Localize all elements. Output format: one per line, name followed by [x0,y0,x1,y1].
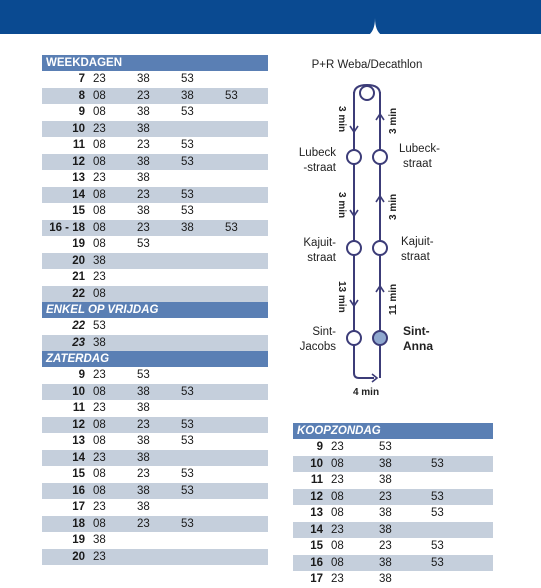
empty-cell [133,335,177,352]
stop-lubeckstraat-right-icon [373,150,387,164]
minute-cell: 23 [133,220,177,237]
empty-cell [221,367,268,384]
minute-cell [221,253,268,270]
stop-label-right: straat [401,251,430,263]
minute-cell: 23 [93,73,106,85]
minute-cell [133,286,177,303]
minute-cell: 38 [89,335,133,352]
minute-cell: 08 [89,154,133,171]
empty-cell [221,450,268,467]
table-row [42,88,268,105]
minute-cell [221,187,268,204]
table-row [42,170,268,187]
section-title: ZATERDAG [42,351,268,367]
minute-cell [177,269,221,286]
minute-cell [221,170,268,187]
stop-label-left: Sint- [312,326,336,338]
minute-cell: 38 [89,253,133,270]
minute-cell [133,549,177,566]
hour-cell: 8 [42,88,89,105]
stop-sint-anna-icon [373,331,387,345]
minute-cell: 23 [89,450,133,467]
hour-cell: 23 [42,335,89,352]
minute-cell: 38 [375,456,427,473]
minute-cell [221,286,268,303]
hour-cell: 11 [72,139,85,151]
minute-cell: 53 [221,220,268,237]
minute-cell: 08 [331,507,344,519]
minute-cell: 53 [181,73,194,85]
section-title: KOOPZONDAG [293,423,493,439]
minute-cell: 38 [137,435,150,447]
stop-label-left: Kajuit- [303,237,336,249]
table-row [42,269,268,286]
minute-cell [177,549,221,566]
minute-cell: 53 [221,88,268,105]
section-header [42,351,268,367]
stop-label-right: Sint- [403,324,430,338]
table-row [42,318,268,335]
empty-cell [221,335,268,352]
minute-cell: 53 [177,384,221,401]
stop-label-left: -straat [303,162,336,174]
table-row [293,472,493,489]
minute-cell: 38 [137,205,150,217]
hour-cell: 22 [72,320,85,332]
travel-time-left: 3 min [336,106,347,133]
hour-cell: 16 [293,555,327,572]
minute-cell: 53 [137,369,150,381]
stop-label-left: straat [307,252,336,264]
hour-cell: 20 [42,253,89,270]
minute-cell: 08 [89,187,133,204]
minute-cell [427,439,493,456]
minute-cell: 38 [375,555,427,572]
stop-kajuitstraat-right-icon [373,241,387,255]
minute-cell [221,236,268,253]
table-row [42,483,268,500]
table-row [42,335,268,352]
table-row [293,522,493,539]
table-row [42,121,268,138]
minute-cell: 38 [379,573,392,585]
empty-cell [133,318,177,335]
minute-cell: 23 [375,489,427,506]
minute-cell: 53 [181,435,194,447]
table-row [42,516,268,533]
minute-cell [177,121,221,138]
minute-cell: 53 [427,555,493,572]
travel-time-right: 3 min [388,193,399,220]
empty-cell [221,433,268,450]
stop-label-left: Lubeck [298,147,336,159]
minute-cell: 38 [133,154,177,171]
minute-cell: 23 [133,417,177,434]
minute-cell: 53 [181,106,194,118]
hour-cell: 11 [310,474,323,486]
table-row [42,154,268,171]
empty-cell [177,335,221,352]
minute-cell: 53 [181,139,194,151]
hour-cell: 21 [72,271,85,283]
travel-time-left: 3 min [336,192,347,219]
section-header [42,302,268,318]
empty-cell [221,417,268,434]
minute-cell: 08 [89,384,133,401]
hour-cell: 15 [72,468,85,480]
minute-cell: 53 [137,238,150,250]
table-row [42,367,268,384]
travel-time-right: 11 min [388,283,399,315]
minute-cell: 23 [327,522,375,539]
minute-cell: 38 [137,73,150,85]
hour-cell: 13 [310,507,323,519]
minute-cell: 23 [93,271,106,283]
minute-cell: 38 [133,384,177,401]
hour-cell: 14 [42,450,89,467]
minute-cell: 23 [331,441,344,453]
minute-cell: 53 [177,417,221,434]
minute-cell: 08 [93,238,106,250]
table-row [293,439,493,456]
stop-label-right: Lubeck- [399,143,440,155]
minute-cell: 23 [89,121,133,138]
hour-cell: 20 [42,549,89,566]
minute-cell: 53 [177,187,221,204]
table-row [42,532,268,549]
table-row [42,400,268,417]
table-row [42,187,268,204]
minute-cell [221,104,268,121]
section-header [293,423,493,439]
minute-cell: 23 [93,369,106,381]
minute-cell [177,400,221,417]
schedule-koopzondag [293,423,493,588]
minute-cell: 38 [379,507,392,519]
minute-cell: 23 [93,172,106,184]
minute-cell: 23 [93,501,106,513]
minute-cell: 08 [89,516,133,533]
hour-cell: 9 [78,106,85,118]
hour-cell: 22 [42,286,89,303]
table-row [293,456,493,473]
hour-cell: 16 - 18 [42,220,89,237]
table-row [293,555,493,572]
minute-cell: 23 [331,474,344,486]
hour-cell: 11 [72,402,85,414]
hour-cell: 10 [42,384,89,401]
table-row [293,571,493,588]
minute-cell: 23 [89,549,133,566]
minute-cell: 53 [177,483,221,500]
table-row [42,253,268,270]
table-row [293,505,493,522]
minute-cell: 53 [181,205,194,217]
hour-cell: 15 [310,540,323,552]
minute-cell: 38 [177,88,221,105]
table-row [42,549,268,566]
minute-cell: 38 [133,450,177,467]
hour-cell: 9 [78,369,85,381]
hour-cell: 16 [42,483,89,500]
empty-cell [221,483,268,500]
hour-cell: 10 [293,456,327,473]
table-row [42,499,268,516]
hour-cell: 15 [72,205,85,217]
minute-cell [427,571,493,588]
minute-cell: 38 [137,402,150,414]
minute-cell: 08 [327,555,375,572]
minute-cell [177,286,221,303]
minute-cell: 08 [89,417,133,434]
minute-cell: 08 [93,139,106,151]
stop-kajuitstraat-left-icon [347,241,361,255]
section-title: WEEKDAGEN [42,55,268,71]
minute-cell [133,532,177,549]
travel-time-left: 13 min [336,281,347,313]
minute-cell: 23 [133,516,177,533]
stop-lubeckstraat-left-icon [347,150,361,164]
minute-cell [427,472,493,489]
minute-cell [177,450,221,467]
minute-cell: 23 [379,540,392,552]
minute-cell [177,253,221,270]
minute-cell: 53 [93,320,106,332]
hour-cell: 17 [72,501,85,513]
hour-cell: 19 [72,534,85,546]
minute-cell: 23 [133,187,177,204]
table-row [293,538,493,555]
minute-cell: 08 [331,540,344,552]
terminus-label: P+R Weba/Decathlon [311,59,423,71]
hour-cell: 12 [42,417,89,434]
minute-cell: 08 [327,489,375,506]
empty-cell [221,318,268,335]
table-row [42,104,268,121]
section-header [42,55,268,71]
stop-label-right: Kajuit- [401,236,434,248]
table-row [42,417,268,434]
hour-cell: 18 [42,516,89,533]
hour-cell: 14 [42,187,89,204]
hour-cell: 9 [316,441,323,453]
minute-cell: 53 [181,468,194,480]
table-row [42,71,268,88]
table-row [42,286,268,303]
empty-cell [221,549,268,566]
stop-label-right: Anna [403,339,433,353]
minute-cell: 38 [137,172,150,184]
minute-cell: 08 [89,483,133,500]
empty-cell [221,516,268,533]
minute-cell: 08 [93,106,106,118]
minute-cell: 23 [331,573,344,585]
minute-cell: 53 [427,456,493,473]
minute-cell: 53 [431,507,444,519]
minute-cell: 23 [133,88,177,105]
empty-cell [221,499,268,516]
minute-cell [177,499,221,516]
hour-cell: 14 [293,522,327,539]
table-row [42,236,268,253]
stop-label-right: straat [403,158,432,170]
minute-cell: 38 [133,483,177,500]
minute-cell: 23 [137,139,150,151]
minute-cell: 53 [177,516,221,533]
table-row [42,433,268,450]
table-row [42,466,268,483]
minute-cell: 23 [137,468,150,480]
empty-cell [221,384,268,401]
table-row [42,220,268,237]
minute-cell: 08 [327,456,375,473]
minute-cell: 38 [133,121,177,138]
minute-cell [221,71,268,88]
hour-cell: 7 [78,73,85,85]
minute-cell: 53 [379,441,392,453]
hour-cell: 12 [42,154,89,171]
minute-cell: 53 [177,154,221,171]
minute-cell: 53 [431,540,444,552]
stop-label-left: Jacobs [299,341,336,353]
minute-cell [177,532,221,549]
terminus-stop-icon [360,86,374,100]
minute-cell [133,269,177,286]
empty-cell [177,318,221,335]
table-row [42,203,268,220]
minute-cell: 08 [93,468,106,480]
route-diagram [288,52,448,402]
top-banner [0,0,541,34]
minute-cell [177,367,221,384]
minute-cell [221,269,268,286]
minute-cell [221,121,268,138]
minute-cell: 08 [93,435,106,447]
minute-cell: 38 [379,474,392,486]
hour-cell: 10 [42,121,89,138]
minute-cell: 38 [93,534,106,546]
minute-cell [427,522,493,539]
table-row [42,137,268,154]
minute-cell: 08 [89,286,133,303]
hour-cell: 19 [72,238,85,250]
table-row [42,450,268,467]
minute-cell [177,236,221,253]
banner-notch [367,18,383,36]
minute-cell: 38 [137,106,150,118]
minute-cell [133,253,177,270]
minute-cell: 53 [427,489,493,506]
travel-time-right: 3 min [388,107,399,134]
minute-cell: 08 [93,205,106,217]
minute-cell: 38 [177,220,221,237]
minute-cell [177,170,221,187]
stop-sint-jacobs-icon [347,331,361,345]
empty-cell [221,532,268,549]
minute-cell: 38 [375,522,427,539]
minute-cell: 08 [89,220,133,237]
hour-cell: 13 [72,435,85,447]
table-row [42,384,268,401]
minute-cell [221,203,268,220]
empty-cell [221,400,268,417]
travel-time-bottom: 4 min [352,387,380,398]
minute-cell [221,154,268,171]
minute-cell: 23 [93,402,106,414]
minute-cell: 38 [137,501,150,513]
table-row [293,489,493,506]
section-title: ENKEL OP VRIJDAG [42,302,268,318]
hour-cell: 12 [293,489,327,506]
minute-cell [221,137,268,154]
minute-cell: 08 [89,88,133,105]
hour-cell: 17 [310,573,323,585]
schedule-weekdays-saturday [42,55,268,565]
hour-cell: 13 [72,172,85,184]
empty-cell [221,466,268,483]
